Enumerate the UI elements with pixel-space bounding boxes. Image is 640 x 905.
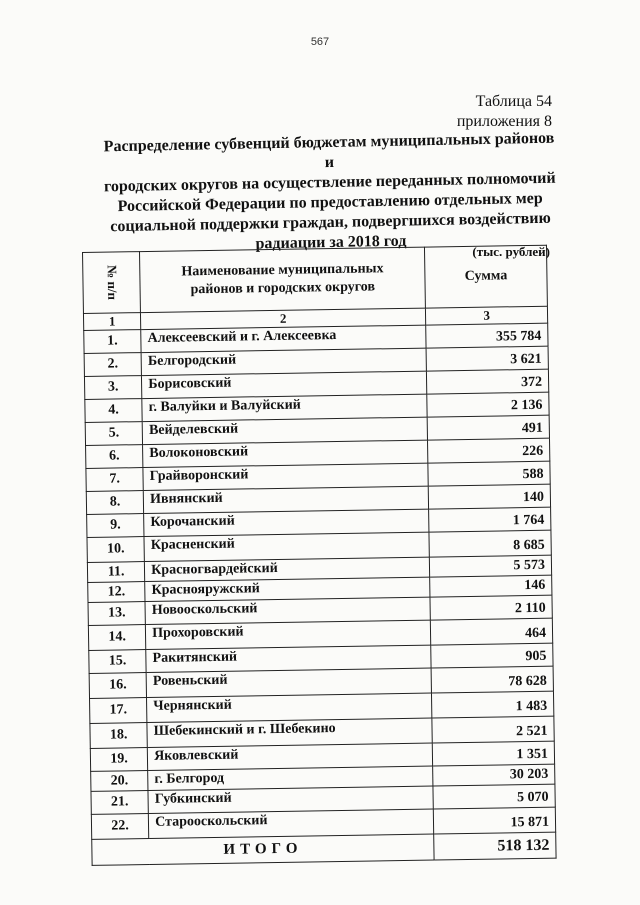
- row-amount: 1 764: [429, 507, 551, 532]
- title-line: Распределение субвенций бюджетам муниципальных районов и: [103, 129, 555, 172]
- row-district-name: Губкинский: [148, 786, 433, 813]
- total-label: ИТОГО: [92, 834, 435, 865]
- row-number: 13.: [88, 602, 146, 626]
- table-label: Таблица 54: [475, 93, 552, 110]
- row-number: 6.: [86, 445, 144, 469]
- row-district-name: Ивнянский: [143, 486, 428, 513]
- row-number: 21.: [91, 791, 149, 815]
- header-sum: Сумма: [425, 245, 548, 308]
- row-district-name: Старооскольский: [149, 809, 434, 838]
- row-number: 17.: [90, 698, 148, 724]
- row-number: 22.: [91, 814, 149, 840]
- table-reference: [457, 92, 552, 132]
- row-number: 11.: [87, 562, 145, 583]
- row-number: 10.: [87, 537, 145, 563]
- row-number: 1.: [84, 330, 142, 354]
- row-district-name: Борисовский: [142, 371, 427, 398]
- table-header-row: [83, 245, 548, 313]
- row-district-name: Волоконовский: [143, 440, 428, 467]
- row-number: 18.: [90, 723, 148, 749]
- row-district-name: Белгородский: [141, 348, 426, 375]
- column-index: 1: [83, 313, 140, 331]
- title-line: радиации за 2018 год: [255, 232, 407, 253]
- row-district-name: Ракитянский: [146, 645, 431, 672]
- row-district-name: Красненский: [144, 532, 429, 561]
- row-amount: 2 521: [432, 716, 554, 743]
- row-amount: 5 070: [433, 784, 555, 809]
- row-amount: 140: [428, 484, 550, 509]
- row-amount: 5 573: [429, 555, 551, 577]
- row-district-name: Шебекинский и г. Шебекино: [147, 718, 432, 747]
- row-number: 12.: [88, 582, 146, 603]
- subsidy-table-wrapper: [82, 245, 557, 866]
- row-district-name: г. Валуйки и Валуйский: [142, 394, 427, 421]
- row-amount: 491: [427, 415, 549, 440]
- row-amount: 2 110: [430, 595, 552, 620]
- row-number: 16.: [89, 673, 147, 699]
- header-name-line: районов и городских округов: [190, 279, 376, 298]
- subsidy-table: [82, 245, 557, 866]
- row-number: 4.: [85, 399, 143, 423]
- row-amount: 2 136: [427, 392, 549, 417]
- row-amount: 226: [428, 438, 550, 463]
- row-amount: 1 351: [432, 741, 554, 766]
- row-district-name: Вейделевский: [142, 417, 427, 444]
- title-line: социальной поддержки граждан, подвергшихся воздействию: [110, 209, 551, 236]
- row-district-name: г. Белгород: [148, 766, 433, 790]
- row-amount: 8 685: [429, 530, 551, 557]
- row-amount: 15 871: [433, 807, 555, 834]
- row-amount: 3 621: [426, 346, 548, 371]
- row-district-name: Корочанский: [144, 509, 429, 536]
- column-index: 3: [426, 306, 548, 325]
- row-number: 5.: [85, 422, 143, 446]
- row-number: 3.: [84, 376, 142, 400]
- row-amount: 30 203: [433, 764, 555, 786]
- row-number: 2.: [84, 353, 142, 377]
- document-title: [99, 129, 561, 258]
- page-number: 567: [310, 36, 330, 48]
- row-district-name: Новооскольский: [145, 597, 430, 624]
- row-district-name: Прохоровский: [146, 620, 431, 649]
- row-number: 20.: [91, 771, 149, 792]
- row-number: 9.: [87, 514, 145, 538]
- title-line: городских округов на осуществление переданных полномочий: [103, 169, 556, 196]
- row-amount: 78 628: [431, 666, 553, 693]
- column-index: 2: [141, 308, 426, 329]
- header-name-line: Наименование муниципальных: [181, 261, 384, 280]
- header-num-label: № п/п: [104, 264, 120, 300]
- row-amount: 355 784: [426, 323, 548, 348]
- header-num: [83, 252, 141, 314]
- row-district-name: Красногвардейский: [145, 557, 430, 581]
- row-amount: 464: [430, 618, 552, 645]
- row-district-name: Краснояружский: [145, 577, 430, 601]
- row-amount: 146: [430, 575, 552, 597]
- row-amount: 372: [427, 369, 549, 394]
- units-label: (тыс. рублей): [472, 244, 550, 259]
- row-number: 7.: [86, 468, 144, 492]
- header-name: [140, 247, 426, 312]
- row-district-name: Ровеньский: [146, 668, 431, 697]
- appendix-label: приложения 8: [456, 113, 552, 130]
- row-amount: 588: [428, 461, 550, 486]
- title-line: Российской Федерации по предоставлению отдельных мер: [117, 189, 543, 216]
- total-amount: 518 132: [434, 832, 556, 860]
- row-number: 8.: [86, 491, 144, 515]
- row-number: 14.: [88, 625, 146, 651]
- row-district-name: Алексеевский и г. Алексеевка: [141, 325, 426, 352]
- row-district-name: Чернянский: [147, 693, 432, 722]
- row-district-name: Грайворонский: [143, 463, 428, 490]
- row-number: 19.: [90, 748, 148, 772]
- row-amount: 905: [431, 643, 553, 668]
- row-amount: 1 483: [432, 691, 554, 718]
- row-number: 15.: [89, 650, 147, 674]
- row-district-name: Яковлевский: [147, 743, 432, 770]
